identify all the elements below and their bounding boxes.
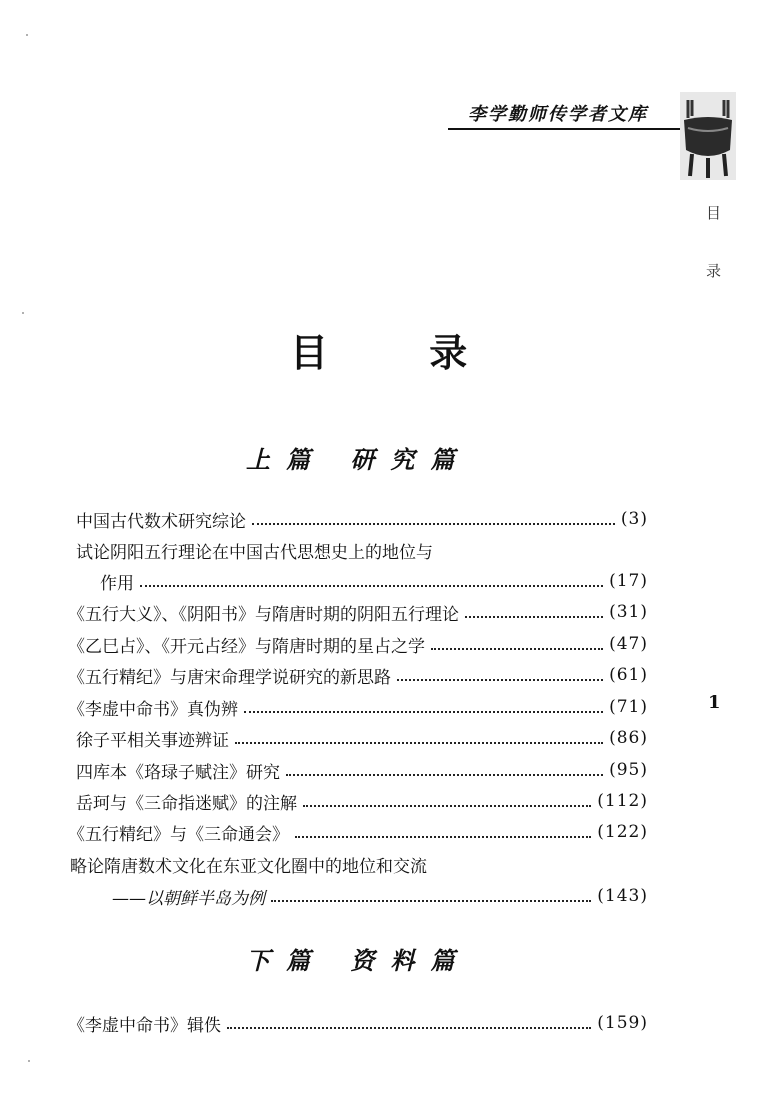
toc-entry <box>68 661 648 689</box>
toc-entry-title: ——以朝鲜半岛为例 <box>112 888 265 909</box>
toc-entry <box>70 850 648 878</box>
scan-speck <box>26 34 28 36</box>
toc-entry-subtitle <box>112 882 648 910</box>
section-heading-materials: 下篇 资料篇 <box>246 946 471 975</box>
toc-entry-title: 《五行大义》、《阴阳书》与隋唐时期的阴阳五行理论 <box>68 604 459 625</box>
toc-entry-page: (86) <box>609 728 648 748</box>
toc-entry-title: 试论阴阳五行理论在中国古代思想史上的地位与 <box>76 542 433 563</box>
toc-entry-page: (159) <box>597 1013 648 1033</box>
toc-entry <box>68 693 648 721</box>
scan-speck <box>22 312 24 314</box>
dot-leader <box>244 697 603 713</box>
toc-entry-title: 《李虚中命书》辑佚 <box>68 1015 221 1036</box>
toc-entry-title: 岳珂与《三命指迷赋》的注解 <box>76 793 297 814</box>
bronze-ding-icon <box>678 92 738 180</box>
toc-entry-page: (47) <box>609 634 648 654</box>
toc-entry <box>100 567 648 595</box>
toc-entry <box>76 756 648 784</box>
toc-entry-page: (71) <box>609 697 648 717</box>
toc-entry-title: 中国古代数术研究综论 <box>76 511 246 532</box>
toc-entry-page: (3) <box>620 509 648 529</box>
dot-leader <box>465 602 603 618</box>
dot-leader <box>140 571 603 587</box>
dot-leader <box>295 822 591 838</box>
toc-entry-page: (61) <box>609 665 648 685</box>
dot-leader <box>271 886 591 902</box>
dot-leader <box>303 791 591 807</box>
page-number: 1 <box>708 692 721 713</box>
toc-entry-page: (122) <box>597 822 648 842</box>
toc-entry <box>68 818 648 846</box>
side-tab-char: 录 <box>706 262 722 280</box>
section-heading-research: 上篇 研究篇 <box>246 445 471 474</box>
toc-entry-title: 略论隋唐数术文化在东亚文化圈中的地位和交流 <box>70 856 427 877</box>
toc-entry-page: (112) <box>597 791 648 811</box>
toc-entry-title: 《五行精纪》与唐宋命理学说研究的新思路 <box>68 667 391 688</box>
toc-entry-page: (95) <box>609 760 648 780</box>
toc-entry <box>76 787 648 815</box>
toc-entry-title: 《五行精纪》与《三命通会》 <box>68 824 289 845</box>
dot-leader <box>252 509 615 525</box>
dot-leader <box>227 1013 591 1029</box>
side-tab <box>698 192 730 312</box>
toc-entry <box>68 1009 648 1037</box>
dot-leader <box>397 665 603 681</box>
toc-entry-title: 四库本《珞琭子赋注》研究 <box>76 762 280 783</box>
toc-entry <box>76 724 648 752</box>
dot-leader <box>286 760 603 776</box>
toc-entry-page: (31) <box>609 602 648 622</box>
dot-leader <box>235 728 603 744</box>
side-tab-char: 目 <box>706 204 722 222</box>
series-title: 李学勤师传学者文库 <box>468 104 648 125</box>
toc-entry-title: 《李虚中命书》真伪辨 <box>68 699 238 720</box>
toc-entry-title: 作用 <box>100 573 134 594</box>
toc-entry-page: (143) <box>597 886 648 906</box>
toc-entry-page: (17) <box>609 571 648 591</box>
series-title-rule <box>448 128 680 130</box>
toc-entry-title: 徐子平相关事迹辨证 <box>76 730 229 751</box>
toc-entry <box>76 505 648 533</box>
dot-leader <box>431 634 603 650</box>
toc-entry <box>68 630 648 658</box>
scan-speck <box>28 1060 30 1062</box>
toc-entry <box>76 536 648 564</box>
toc-entry <box>68 598 648 626</box>
toc-title: 目 录 <box>290 330 512 375</box>
toc-entry-title: 《乙巳占》、《开元占经》与隋唐时期的星占之学 <box>68 636 425 657</box>
